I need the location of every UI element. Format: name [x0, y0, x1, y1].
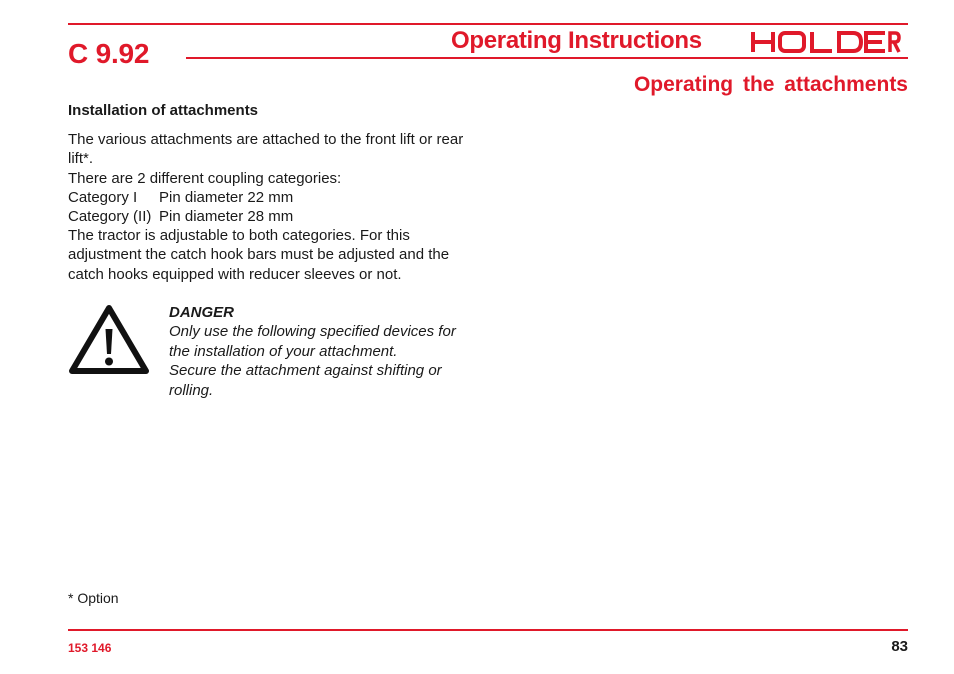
main-content [68, 101, 474, 284]
category-row [68, 207, 474, 226]
danger-line-1: Only use the following specified devices for the installation of your attachment. [169, 323, 456, 360]
categories-intro: There are 2 different coupling categories: [68, 169, 342, 187]
intro-paragraph: The various attachments are attached to the front lift or rear lift*. [68, 131, 464, 168]
footnote: * Option [68, 590, 119, 606]
header-bottom-rule [186, 57, 908, 59]
category-row [68, 188, 474, 207]
document-title: Operating Instructions [451, 27, 702, 54]
category-list [68, 188, 474, 226]
category-detail: Pin diameter 22 mm [159, 188, 294, 206]
category-detail: Pin diameter 28 mm [159, 208, 294, 226]
adjust-paragraph: The tractor is adjustable to both categories. For this adjustment the catch hook bars must be adjusted and the catch hooks equipped with reducer sleeves or not. [68, 227, 450, 283]
page-number: 83 [891, 638, 908, 655]
danger-line-2: Secure the attachment against shifting or rolling. [169, 362, 442, 399]
warning-triangle-icon [68, 303, 150, 375]
model-number: C 9.92 [68, 38, 150, 69]
subheading: Installation of attachments [68, 102, 259, 119]
category-name: Category I [68, 188, 138, 206]
section-title: Operating the attachments [633, 73, 908, 96]
header-top-rule [68, 23, 908, 25]
danger-title: DANGER [169, 304, 235, 321]
danger-text [169, 303, 474, 400]
body-text [68, 130, 474, 284]
holder-logo [749, 29, 901, 55]
category-name: Category (II) [68, 208, 152, 226]
footer-rule [68, 629, 908, 631]
document-number: 153 146 [68, 641, 112, 655]
